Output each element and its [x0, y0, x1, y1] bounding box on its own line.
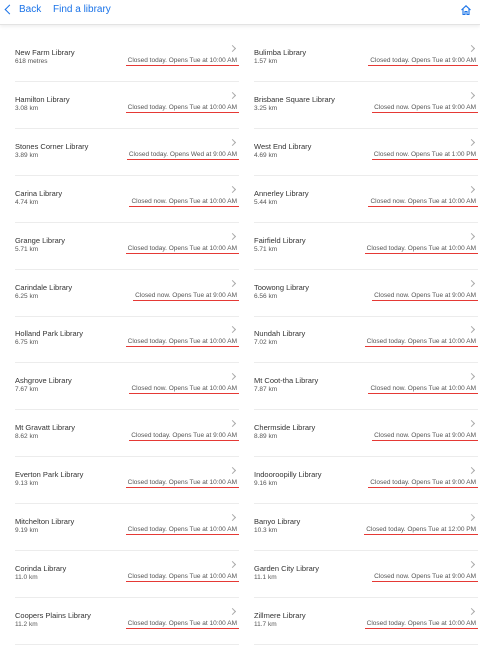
library-status: Closed today. Opens Tue at 12:00 PM [366, 526, 476, 533]
library-name: Bulimba Library [254, 48, 307, 57]
chevron-right-icon [229, 514, 236, 521]
library-list-item[interactable] [254, 130, 478, 176]
divider [254, 362, 478, 363]
library-list-item[interactable] [254, 411, 478, 457]
library-status: Closed now. Opens Tue at 9:00 AM [374, 432, 476, 440]
library-name: Brisbane Square Library [254, 94, 335, 104]
divider [254, 550, 478, 551]
library-status: Closed today. Opens Tue at 10:00 AM [127, 479, 237, 487]
library-name: West End Library [254, 141, 312, 151]
library-list-item[interactable] [254, 271, 478, 317]
library-list-item[interactable] [15, 317, 239, 363]
library-status: Closed today. Opens Tue at 10:00 AM [366, 244, 476, 252]
library-list-item[interactable] [15, 271, 239, 317]
chevron-right-icon [468, 514, 475, 521]
library-list-item[interactable] [15, 130, 239, 176]
library-status: Closed today. Opens Tue at 10:00 AM [127, 526, 237, 533]
library-distance: 11.0 km [15, 573, 38, 581]
chevron-right-icon [468, 373, 475, 380]
library-name: Corinda Library [15, 563, 67, 573]
chevron-right-icon [229, 233, 236, 240]
library-list-item[interactable] [15, 364, 239, 410]
chevron-right-icon [468, 92, 475, 99]
library-distance: 6.75 km [15, 339, 39, 347]
library-distance: 3.89 km [15, 151, 39, 159]
back-button[interactable] [6, 4, 41, 15]
divider [254, 175, 478, 176]
library-name: Nundah Library [254, 329, 306, 339]
library-list-item[interactable] [254, 317, 478, 363]
chevron-right-icon [468, 139, 475, 146]
back-label: Back [19, 4, 42, 15]
library-distance: 7.87 km [254, 386, 278, 394]
library-status: Closed today. Opens Wed at 9:00 AM [128, 150, 237, 158]
chevron-right-icon [468, 467, 475, 474]
chevron-right-icon [229, 420, 236, 427]
library-status: Closed today. Opens Tue at 10:00 AM [366, 338, 476, 346]
home-icon[interactable] [460, 4, 472, 16]
divider [254, 409, 478, 410]
library-distance: 3.25 km [254, 104, 278, 112]
library-status: Closed today. Opens Tue at 10:00 AM [127, 572, 237, 580]
chevron-right-icon [229, 373, 236, 380]
chevron-right-icon [229, 45, 236, 52]
library-status: Closed now. Opens Tue at 10:00 AM [131, 385, 237, 393]
library-name: Stones Corner Library [15, 141, 89, 151]
library-list-item[interactable] [254, 552, 478, 598]
library-status: Closed today. Opens Tue at 10:00 AM [127, 338, 237, 346]
library-name: Coopers Plains Library [15, 610, 91, 620]
library-list-item[interactable] [254, 505, 478, 551]
library-list-item[interactable] [254, 224, 478, 270]
library-list-item[interactable] [15, 505, 239, 551]
chevron-right-icon [468, 561, 475, 568]
library-name: Chermside Library [254, 423, 316, 433]
library-list-item[interactable] [15, 599, 239, 645]
library-name: Banyo Library [254, 517, 301, 526]
library-list-item[interactable] [15, 224, 239, 270]
divider [254, 128, 478, 129]
divider [15, 456, 239, 457]
library-status: Closed now. Opens Tue at 9:00 AM [374, 291, 476, 299]
chevron-right-icon [229, 467, 236, 474]
library-list-item[interactable] [254, 83, 478, 129]
library-list-item[interactable] [15, 552, 239, 598]
divider [254, 269, 478, 270]
library-name: Mt Gravatt Library [15, 423, 76, 433]
divider [254, 503, 478, 504]
chevron-right-icon [229, 279, 236, 286]
chevron-right-icon [468, 233, 475, 240]
chevron-right-icon [229, 608, 236, 615]
library-distance: 8.89 km [254, 433, 278, 441]
divider [15, 128, 239, 129]
divider [15, 81, 239, 82]
divider [254, 81, 478, 82]
library-distance: 6.25 km [15, 292, 39, 300]
library-status: Closed now. Opens Tue at 10:00 AM [131, 197, 237, 205]
divider [15, 597, 239, 598]
library-status: Closed now. Opens Tue at 9:00 AM [374, 103, 476, 111]
library-name: Garden City Library [254, 563, 320, 573]
library-status: Closed now. Opens Tue at 9:00 AM [374, 572, 476, 580]
divider [254, 597, 478, 598]
divider [15, 175, 239, 176]
divider [15, 503, 239, 504]
library-status: Closed now. Opens Tue at 10:00 AM [370, 197, 476, 205]
library-distance: 7.67 km [15, 386, 39, 394]
library-list-item[interactable] [254, 36, 478, 82]
library-name: Mt Coot-tha Library [254, 376, 319, 386]
divider [15, 362, 239, 363]
library-name: New Farm Library [15, 48, 75, 57]
library-name: Carina Library [15, 188, 63, 198]
library-distance: 6.56 km [254, 292, 278, 300]
library-status: Closed now. Opens Tue at 1:00 PM [373, 150, 476, 158]
chevron-right-icon [468, 279, 475, 286]
library-distance: 1.57 km [254, 58, 278, 65]
library-distance: 5.44 km [254, 198, 278, 206]
divider [15, 222, 239, 223]
library-status: Closed now. Opens Tue at 9:00 AM [135, 291, 237, 299]
divider [15, 550, 239, 551]
chevron-right-icon [229, 561, 236, 568]
divider [254, 316, 478, 317]
divider [15, 409, 239, 410]
library-list-item[interactable] [15, 36, 239, 82]
library-distance: 10.3 km [254, 527, 278, 534]
chevron-left-icon [5, 5, 15, 15]
library-status: Closed today. Opens Tue at 9:00 AM [370, 479, 476, 487]
library-name: Indooroopilly Library [254, 470, 322, 480]
library-name: Fairfield Library [254, 235, 306, 245]
library-name: Grange Library [15, 235, 66, 245]
chevron-right-icon [229, 326, 236, 333]
library-distance: 4.69 km [254, 151, 278, 159]
library-distance: 7.02 km [254, 339, 278, 347]
chevron-right-icon [468, 608, 475, 615]
library-status: Closed today. Opens Tue at 10:00 AM [127, 619, 237, 627]
library-name: Hamilton Library [15, 94, 70, 104]
library-name: Holland Park Library [15, 329, 83, 339]
library-list-item[interactable] [254, 177, 478, 223]
library-list-item[interactable] [254, 364, 478, 410]
library-name: Carindale Library [15, 282, 73, 292]
library-status: Closed today. Opens Tue at 10:00 AM [127, 103, 237, 111]
chevron-right-icon [468, 420, 475, 427]
library-distance: 8.62 km [15, 433, 39, 441]
library-distance: 9.13 km [15, 480, 39, 488]
library-list-item[interactable] [15, 411, 239, 457]
library-status: Closed today. Opens Tue at 10:00 AM [366, 619, 476, 627]
library-list-item[interactable] [254, 599, 478, 645]
library-distance: 3.08 km [15, 104, 39, 112]
library-distance: 4.74 km [15, 198, 39, 206]
library-list-item[interactable] [15, 458, 239, 504]
library-distance: 618 metres [15, 58, 48, 65]
divider [15, 269, 239, 270]
library-name: Zillmere Library [254, 610, 306, 620]
library-distance: 11.2 km [15, 620, 38, 628]
library-status: Closed today. Opens Tue at 10:00 AM [127, 244, 237, 252]
library-list-item[interactable] [15, 83, 239, 129]
chevron-right-icon [229, 139, 236, 146]
library-list-item[interactable] [254, 458, 478, 504]
library-name: Mitchelton Library [15, 517, 75, 526]
page-title: Find a library [53, 4, 111, 15]
divider [254, 222, 478, 223]
library-status: Closed now. Opens Tue at 10:00 AM [370, 385, 476, 393]
library-name: Toowong Library [254, 282, 310, 292]
divider [254, 456, 478, 457]
library-status: Closed today. Opens Tue at 9:00 AM [370, 57, 476, 64]
divider [15, 316, 239, 317]
chevron-right-icon [468, 45, 475, 52]
library-distance: 9.16 km [254, 480, 278, 488]
chevron-right-icon [468, 186, 475, 193]
chevron-right-icon [229, 186, 236, 193]
navigation-bar [0, 0, 480, 25]
library-list-item[interactable] [15, 177, 239, 223]
library-distance: 11.1 km [254, 573, 277, 581]
library-status: Closed today. Opens Tue at 10:00 AM [127, 57, 237, 64]
library-status: Closed today. Opens Tue at 9:00 AM [131, 432, 237, 440]
library-name: Everton Park Library [15, 470, 84, 480]
chevron-right-icon [229, 92, 236, 99]
library-distance: 5.71 km [254, 245, 278, 253]
chevron-right-icon [468, 326, 475, 333]
library-distance: 5.71 km [15, 245, 39, 253]
library-distance: 11.7 km [254, 620, 277, 628]
library-name: Ashgrove Library [15, 376, 72, 386]
library-name: Annerley Library [254, 188, 309, 198]
library-distance: 9.19 km [15, 527, 39, 534]
